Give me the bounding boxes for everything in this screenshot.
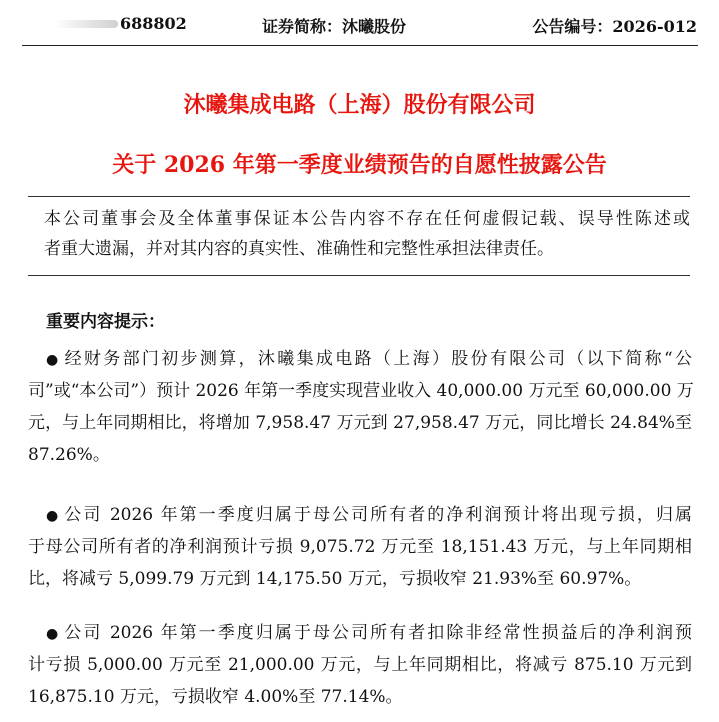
header-rule: [22, 45, 698, 46]
bullet-icon: ●: [46, 508, 61, 524]
key-points-heading: 重要内容提示：: [46, 312, 165, 332]
bullet-3-line-3: 16,875.10 万元，亏损收窄 4.00%至 77.14%。: [28, 687, 403, 707]
stock-code-block: [54, 14, 187, 33]
announcement-title: 关于 2026 年第一季度业绩预告的自愿性披露公告: [112, 152, 607, 178]
announcement-number: 公告编号：2026-012: [532, 17, 697, 36]
bullet-icon: ●: [46, 626, 61, 642]
paragraph-text: 公司 2026 年第一季度归属于母公司所有者的净利润预计将出现亏损，归属: [64, 505, 693, 525]
bullet-2-line-3: 比，将减亏 5,099.79 万元到 14,175.50 万元，亏损收窄 21.93%至 60.97%。: [28, 569, 642, 589]
statement-line-1: 本公司董事会及全体董事保证本公告内容不存在任何虚假记载、误导性陈述或: [44, 209, 690, 229]
bullet-3-line-2: 计亏损 5,000.00 万元至 21,000.00 万元，与上年同期相比，将减亏 875.10 万元到: [28, 655, 692, 675]
bullet-2-line-1: [46, 499, 692, 531]
stock-short-name: 证券简称：沐曦股份: [262, 17, 407, 36]
statement-line-2: 者重大遗漏，并对其内容的真实性、准确性和完整性承担法律责任。: [44, 239, 554, 259]
board-statement-box: [28, 196, 690, 276]
bullet-1-line-3: 元，与上年同期相比，将增加 7,958.47 万元到 27,958.47 万元，同比增长 24.84%至: [28, 413, 692, 433]
bullet-icon: ●: [46, 352, 61, 368]
paragraph-text: 经财务部门初步测算，沐曦集成电路（上海）股份有限公司（以下简称“公: [64, 349, 692, 369]
page-header: [0, 14, 719, 42]
bullet-1-line-2: 司”或“本公司”）预计 2026 年第一季度实现营业收入 40,000.00 万元至 60,000.00 万: [28, 381, 694, 401]
bullet-3-line-1: [46, 617, 692, 649]
paragraph-text: 公司 2026 年第一季度归属于母公司所有者扣除非经常性损益后的净利润预: [64, 623, 693, 643]
bullet-2-line-2: 于母公司所有者的净利润预计亏损 9,075.72 万元至 18,151.43 万元，与上年同期相: [28, 537, 692, 557]
bullet-1-line-1: [46, 343, 692, 375]
redaction-smudge: [54, 20, 118, 28]
company-title: 沐曦集成电路（上海）股份有限公司: [183, 92, 536, 118]
stock-code: 688802: [120, 14, 187, 33]
bullet-1-line-4: 87.26%。: [28, 445, 110, 465]
